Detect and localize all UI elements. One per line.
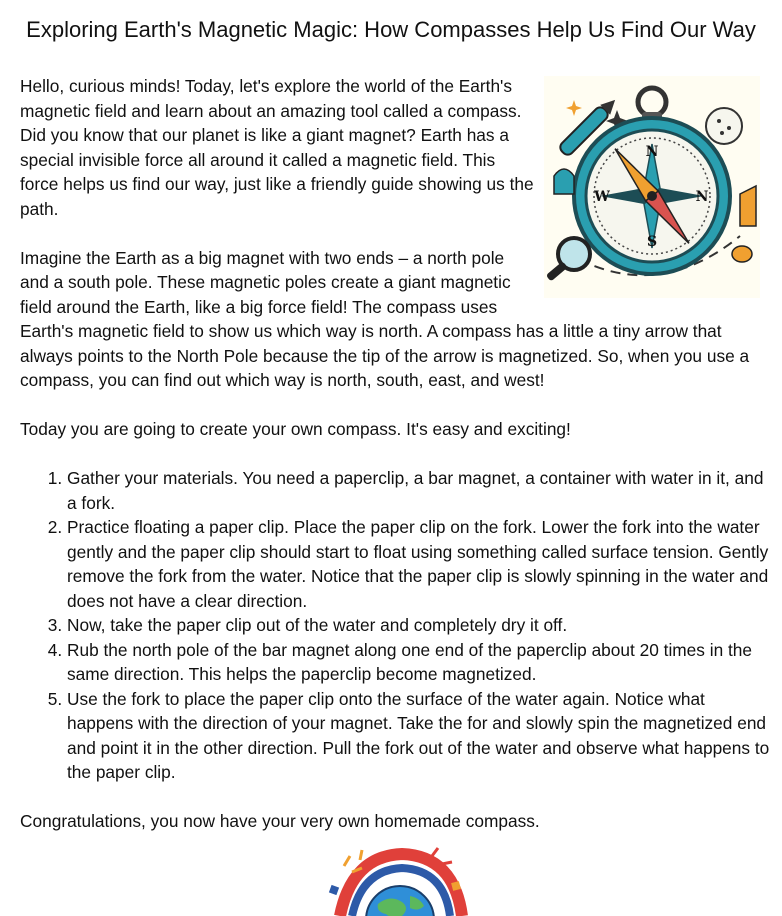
article-body: [20, 74, 772, 834]
intro-paragraph-3: Today you are going to create your own compass. It's easy and exciting!: [20, 419, 571, 439]
intro-paragraph-2: Imagine the Earth as a big magnet with two ends – a north pole and a south pole. These magnetic poles create a giant magnetic field around the Earth, like a big force field! The compass uses Earth's magnetic field to show us which way is north. A compass has a little a tiny arrow that always points to the North Pole because the tip of the arrow is magnetized. So, when you use a compass, you can find out which way is north, south, east, and west!: [20, 247, 750, 390]
earth-magnet-illustration: [322, 846, 472, 916]
compass-letter-south: S: [646, 234, 658, 250]
compass-illustration: [544, 76, 760, 298]
compass-letter-west: W: [594, 189, 610, 205]
step-item: 1. Gather your materials. You need a paperclip, a bar magnet, a container with water in it, and a fork.: [67, 466, 772, 515]
compass-letter-east: N: [695, 189, 709, 205]
step-item: 4. Rub the north pole of the bar magnet along one end of the paperclip about 20 times in the same direction. This helps the paperclip become magnetized.: [67, 638, 772, 687]
step-item: 3. Now, take the paper clip out of the water and completely dry it off.: [67, 613, 772, 638]
compass-letter-north: N: [645, 144, 659, 160]
step-item: 2. Practice floating a paper clip. Place the paper clip on the fork. Lower the fork into the water gently and the paper clip should start to float using something called surface tension. Gently remove the fork from the water. Notice that the paper clip is slowly spinning in the water and does not have a clear direction.: [67, 515, 772, 613]
steps-list: [20, 466, 772, 785]
compass-icon: [544, 76, 760, 298]
step-item: 5. Use the fork to place the paper clip onto the surface of the water again. Notice what happens with the direction of your magnet. Take the for and slowly spin the magnetized end and point it in the other direction. Pull the fork out of the water and observe what happens to the paper clip.: [67, 687, 772, 785]
earth-magnet-icon: [322, 846, 472, 916]
conclusion-paragraph: Congratulations, you now have your very own homemade compass.: [20, 811, 540, 831]
page-title: Exploring Earth's Magnetic Magic: How Compasses Help Us Find Our Way: [26, 17, 756, 42]
intro-paragraph-1: Hello, curious minds! Today, let's explore the world of the Earth's magnetic field and learn about an amazing tool called a compass. Did you know that our planet is like a giant magnet? Earth has a special invisible force all around it called a magnetic field. This force helps us find our way, just like a friendly guide showing us the path.: [20, 76, 534, 219]
